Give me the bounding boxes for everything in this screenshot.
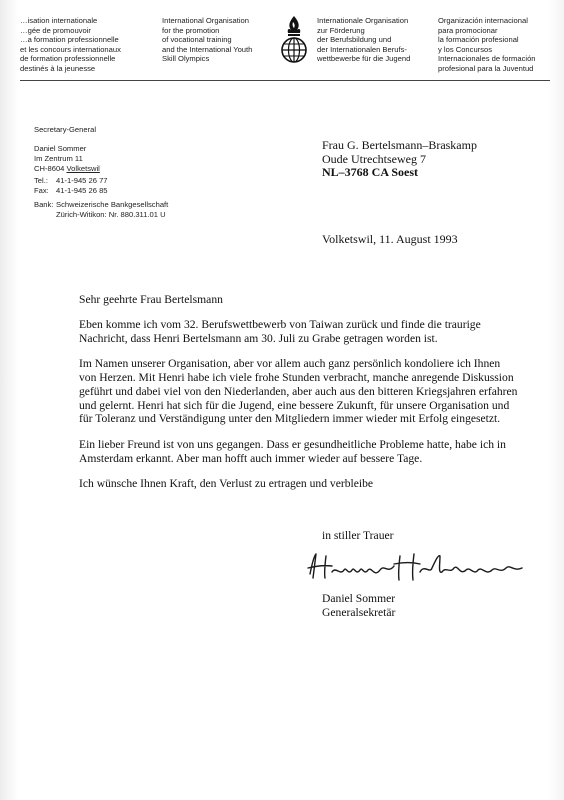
sender-bank — [34, 200, 168, 220]
closing-phrase: in stiller Trauer — [322, 529, 394, 542]
recipient-street: Oude Utrechtseweg 7 — [322, 151, 426, 166]
recipient-address — [322, 139, 477, 180]
fax-number: 41-1-945 26 85 — [56, 185, 108, 195]
letter-body — [79, 318, 519, 503]
tel-number: 41-1-945 26 77 — [56, 176, 108, 185]
letterhead-spanish: Organización internacional para promocionar la formación profesional y los Concursos Internacionales de formación profesional para la Juventud — [438, 16, 536, 73]
sender-city-line — [34, 164, 100, 174]
sender-city: Volketswil — [66, 163, 100, 173]
paragraph: Ich wünsche Ihnen Kraft, den Verlust zu ertragen und verbleibe — [79, 477, 374, 491]
bank-label: Bank: — [34, 200, 54, 209]
recipient-name: Frau G. Bertelsmann–Braskamp — [322, 138, 477, 152]
paragraph: Eben komme ich vom 32. Berufswettbewerb von Taiwan zurück und finde die traurige Nachricht, dass Henri Bertelsmann am 30. Juli zu Grabe getragen worden ist. — [79, 318, 481, 345]
letterhead-divider — [20, 80, 550, 81]
sender-name: Daniel Sommer — [34, 144, 87, 153]
signatory — [322, 592, 395, 619]
recipient-city: NL–3768 CA Soest — [322, 165, 419, 180]
letter-date: Volketswil, 11. August 1993 — [322, 232, 458, 246]
sender-role: Secretary-General — [34, 125, 97, 134]
sender-address — [34, 144, 100, 173]
salutation: Sehr geehrte Frau Bertelsmann — [79, 293, 223, 306]
tel-label: Tel.: — [34, 176, 48, 185]
paragraph: Ein lieber Freund ist von uns gegangen. Dass er gesundheitliche Probleme hatte, habe ich in Amsterdam erkannt. Aber man hofft auch immer wieder auf bessere Tage. — [79, 437, 506, 465]
letterhead-german: Internationale Organisation zur Förderung der Berufsbildung und der Internationalen Berufs- wettbewerbe für die Jugend — [317, 16, 411, 64]
sender-postcode: CH-8604 — [34, 163, 65, 173]
signatory-title: Generalsekretär — [322, 605, 396, 619]
sender-street: Im Zentrum 11 — [34, 153, 83, 163]
letterhead-french: …isation internationale …gée de promouvoir …a formation professionnelle et les concours internationaux de formation professionnelle destinés à la jeunesse — [20, 16, 121, 73]
handwritten-signature — [302, 548, 542, 584]
bank-name: Schweizerische Bankgesellschaft — [56, 200, 169, 209]
organisation-logo-icon — [279, 14, 309, 66]
signatory-name: Daniel Sommer — [322, 592, 396, 605]
sender-contacts — [34, 176, 108, 196]
letterhead-english: International Organisation for the promotion of vocational training and the International Youth Skill Olympics — [162, 16, 253, 64]
bank-account: Zürich-Witikon: Nr. 880.311.01 U — [56, 209, 166, 219]
fax-label: Fax: — [34, 185, 49, 195]
paragraph: Im Namen unserer Organisation, aber vor allem auch ganz persönlich kondoliere ich Ihnen von Herzen. Mit Henri habe ich viele frohe Stunden verbracht, manche anregende Diskussion geführt und dabei viel von den Niederlanden, aber auch aus den bitteren Kriegsjahren erfahren und gelernt. Henri hat sich für die Jugend, eine bessere Zukunft, für unsere Organisation und für Toleranz und Verständigung unter den Mitgliedern immer wieder mit Erfolg eingesetzt. — [79, 357, 518, 426]
